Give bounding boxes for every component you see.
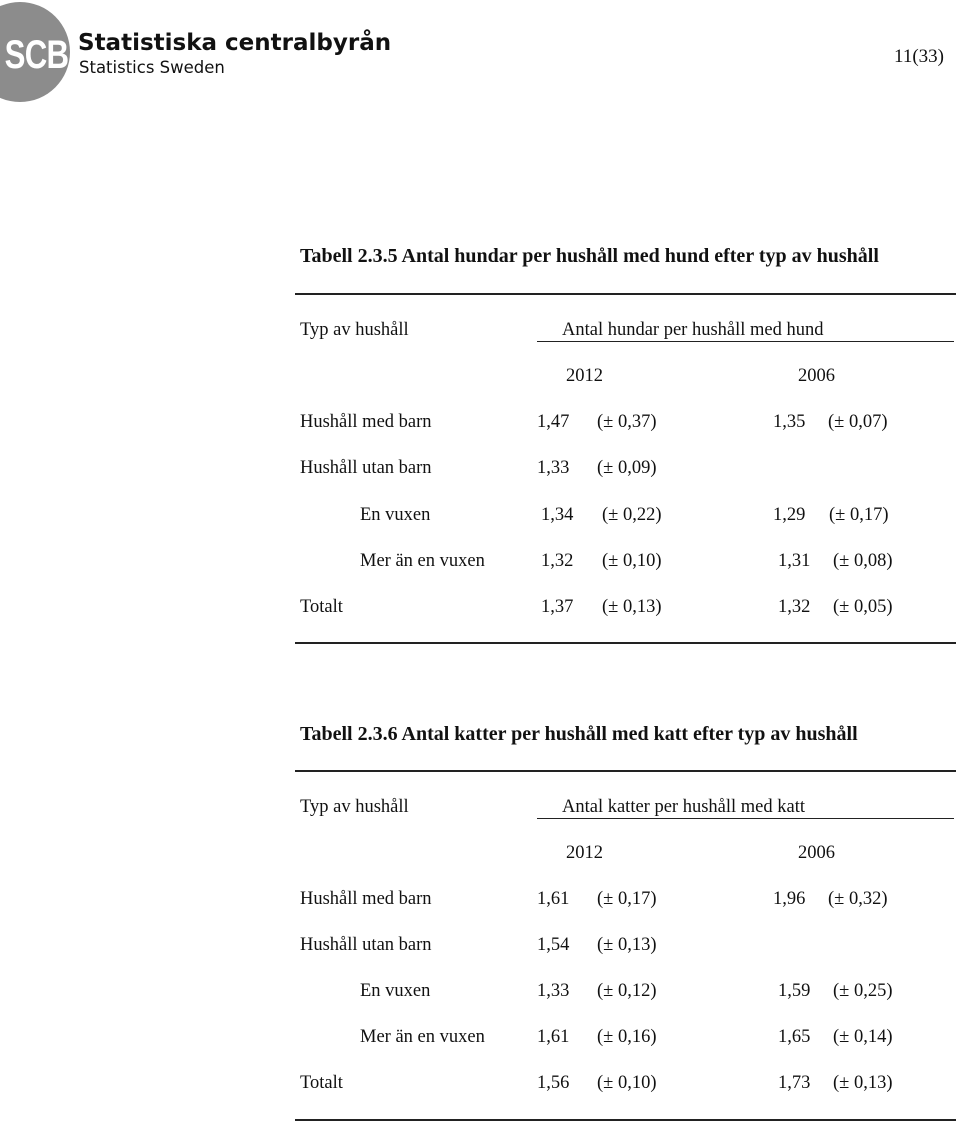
spanner-underline [537,818,954,819]
value-2012: 1,54 [537,935,570,955]
ci-2006: (± 0,07) [828,412,888,432]
value-2006: 1,31 [778,551,811,571]
value-2006: 1,29 [773,505,806,525]
value-2012: 1,56 [537,1073,570,1093]
column-spanner: Antal hundar per hushåll med hund [562,320,824,340]
row-label: Mer än en vuxen [360,551,485,571]
row-label: En vuxen [360,981,431,1001]
ci-2012: (± 0,13) [597,935,657,955]
ci-2012: (± 0,10) [602,551,662,571]
value-2006: 1,35 [773,412,806,432]
value-2012: 1,37 [541,597,574,617]
table-title: Tabell 2.3.5 Antal hundar per hushåll med hund efter typ av hushåll [300,245,879,267]
year-header-2012: 2012 [566,366,603,386]
ci-2006: (± 0,05) [833,597,893,617]
ci-2012: (± 0,37) [597,412,657,432]
ci-2012: (± 0,22) [602,505,662,525]
row-label: Hushåll med barn [300,412,432,432]
ci-2006: (± 0,17) [829,505,889,525]
ci-2012: (± 0,13) [602,597,662,617]
value-2012: 1,32 [541,551,574,571]
year-header-2006: 2006 [798,366,835,386]
org-name-swedish: Statistiska centralbyrån [78,30,392,56]
value-2012: 1,61 [537,1027,570,1047]
value-2012: 1,61 [537,889,570,909]
value-2006: 1,65 [778,1027,811,1047]
value-2012: 1,33 [537,981,570,1001]
row-label: Hushåll med barn [300,889,432,909]
table-title: Tabell 2.3.6 Antal katter per hushåll med katt efter typ av hushåll [300,723,858,745]
ci-2006: (± 0,32) [828,889,888,909]
value-2012: 1,47 [537,412,570,432]
org-name-english: Statistics Sweden [79,58,225,77]
ci-2012: (± 0,17) [597,889,657,909]
row-label: Hushåll utan barn [300,935,432,955]
value-2006: 1,59 [778,981,811,1001]
row-label: Mer än en vuxen [360,1027,485,1047]
scb-logo-letters: SCB [4,32,69,77]
row-label: Totalt [300,1073,343,1093]
ci-2006: (± 0,25) [833,981,893,1001]
row-label: En vuxen [360,505,431,525]
stub-header: Typ av hushåll [300,797,409,817]
year-header-2006: 2006 [798,843,835,863]
table-bottom-rule [295,1119,956,1121]
row-label: Totalt [300,597,343,617]
ci-2012: (± 0,12) [597,981,657,1001]
ci-2012: (± 0,09) [597,458,657,478]
ci-2006: (± 0,08) [833,551,893,571]
table-top-rule [295,293,956,295]
value-2006: 1,32 [778,597,811,617]
table-top-rule [295,770,956,772]
value-2012: 1,33 [537,458,570,478]
value-2006: 1,73 [778,1073,811,1093]
spanner-underline [537,341,954,342]
ci-2012: (± 0,16) [597,1027,657,1047]
scb-logo [0,0,400,104]
row-label: Hushåll utan barn [300,458,432,478]
value-2006: 1,96 [773,889,806,909]
ci-2006: (± 0,14) [833,1027,893,1047]
ci-2012: (± 0,10) [597,1073,657,1093]
ci-2006: (± 0,13) [833,1073,893,1093]
column-spanner: Antal katter per hushåll med katt [562,797,805,817]
stub-header: Typ av hushåll [300,320,409,340]
table-bottom-rule [295,642,956,644]
year-header-2012: 2012 [566,843,603,863]
page-number: 11(33) [894,46,944,67]
value-2012: 1,34 [541,505,574,525]
